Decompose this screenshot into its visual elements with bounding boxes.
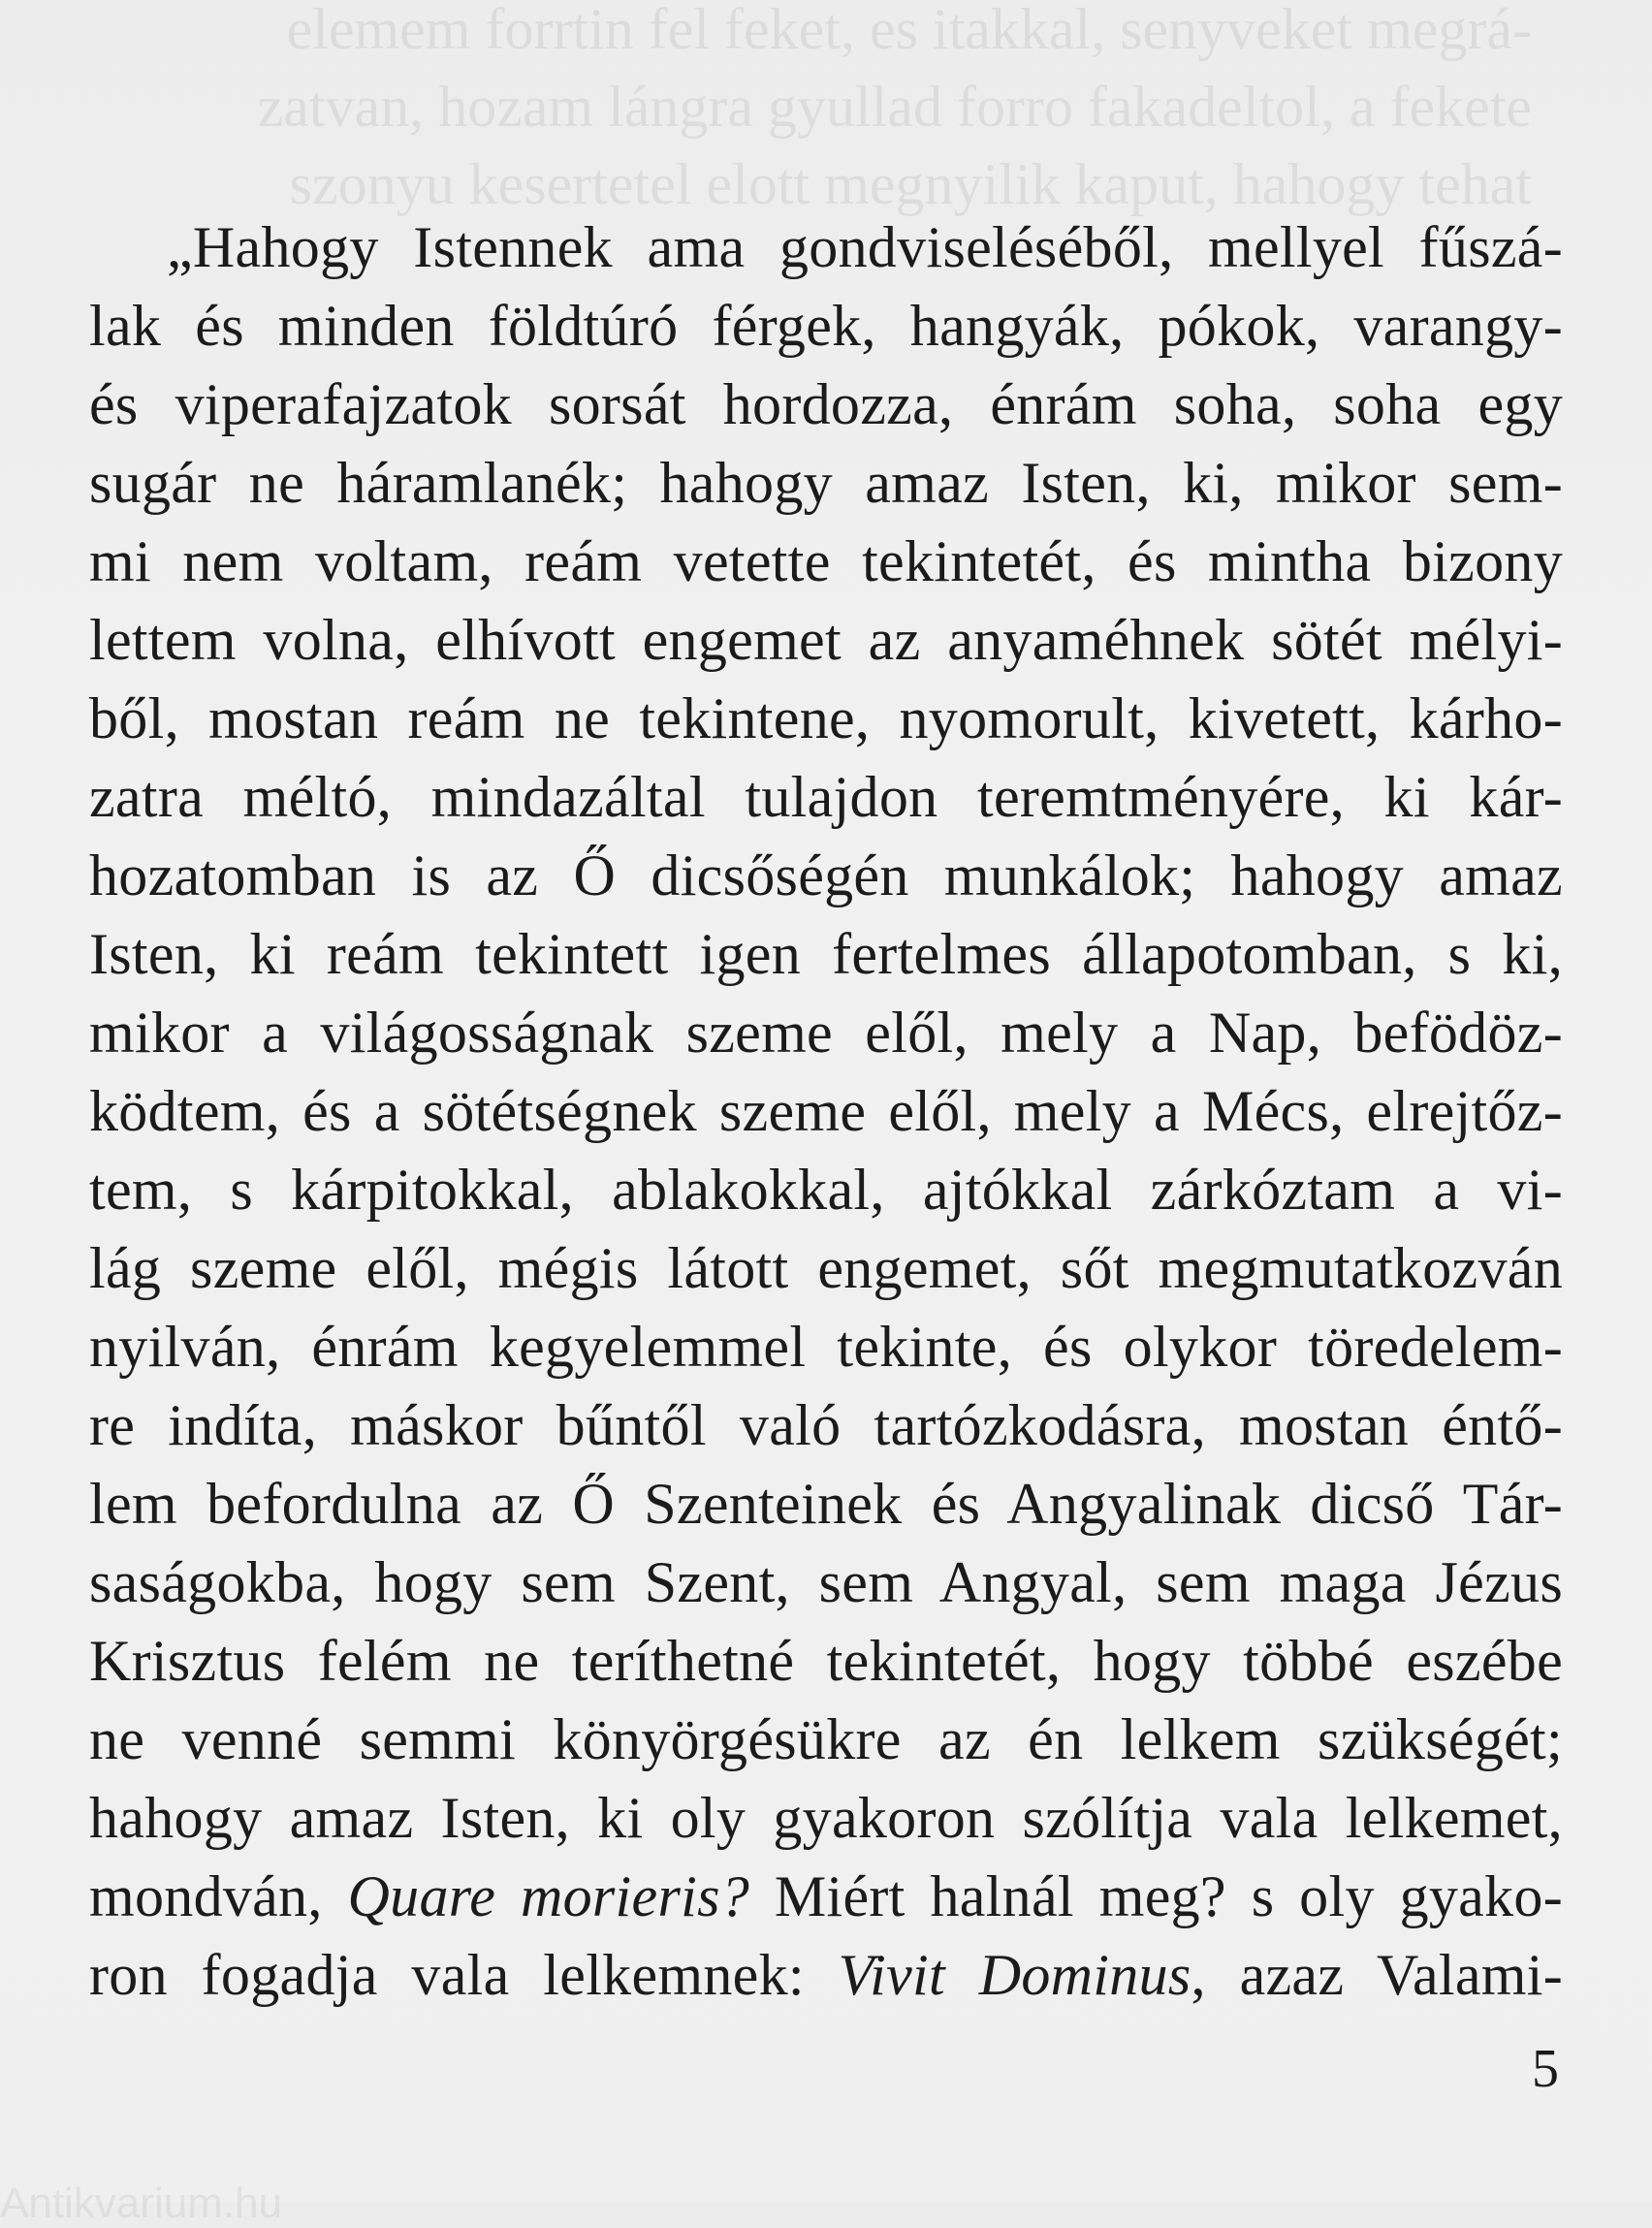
text-line: re indíta, máskor bűntől való tartózkodásra, mostan éntő- xyxy=(89,1393,1563,1457)
text-line: lem befordulna az Ő Szenteinek és Angyalinak dicső Tár- xyxy=(89,1472,1563,1536)
text-line: ne venné semmi könyörgésükre az én lelkem szükségét; xyxy=(89,1707,1563,1771)
text-line: lak és minden földtúró férgek, hangyák, pókok, varangy- xyxy=(89,294,1563,358)
text-line: ből, mostan reám ne tekintene, nyomorult, kivetett, kárho- xyxy=(89,686,1563,750)
text-line: Krisztus felém ne teríthetné tekintetét, hogy többé eszébe xyxy=(89,1629,1563,1693)
body-text xyxy=(89,208,1563,2015)
text-line-quare xyxy=(89,1858,1563,1936)
text-line: Isten, ki reám tekintett igen fertelmes állapotomban, s ki, xyxy=(89,922,1563,986)
text-line-vivit xyxy=(89,1936,1563,2015)
text-line: hahogy amaz Isten, ki oly gyakoron szólítja vala lelkemet, xyxy=(89,1786,1563,1850)
text-span: mondván, xyxy=(89,1864,348,1928)
text-line: hozatomban is az Ő dicsőségén munkálok; hahogy amaz xyxy=(89,843,1563,907)
text-line: lettem volna, elhívott engemet az anyaméhnek sötét mélyi- xyxy=(89,608,1563,672)
text-line: ködtem, és a sötétségnek szeme elől, mely a Mécs, elrejtőz- xyxy=(89,1079,1563,1143)
text-line: nyilván, énrám kegyelemmel tekinte, és olykor töredelem- xyxy=(89,1315,1563,1379)
page-number: 5 xyxy=(1532,2039,1559,2099)
watermark: Antikvarium.hu xyxy=(0,2180,283,2227)
text-span: ron fogadja vala lelkemnek: xyxy=(89,1943,839,2007)
text-line: mi nem voltam, reám vetette tekintetét, és mintha bizony xyxy=(89,529,1563,593)
bleed-through-text xyxy=(136,0,1532,223)
text-line: saságokba, hogy sem Szent, sem Angyal, sem maga Jézus xyxy=(89,1550,1563,1614)
bleed-through-line: elemem forrtin fel feket, es itakkal, senyveket megrá- xyxy=(286,0,1532,61)
text-line: mikor a világosságnak szeme elől, mely a Nap, befödöz- xyxy=(89,1001,1563,1065)
text-line: „Hahogy Istennek ama gondviseléséből, mellyel fűszá- xyxy=(167,215,1563,279)
text-line: zatra méltó, mindazáltal tulajdon teremtményére, ki kár- xyxy=(89,765,1563,829)
bleed-through-line: szonyu kesertetel elott megnyilik kaput, hahogy tehat xyxy=(289,152,1532,216)
text-line: sugár ne háramlanék; hahogy amaz Isten, ki, mikor sem- xyxy=(89,451,1563,515)
text-line: lág szeme elől, mégis látott engemet, sőt megmutatkozván xyxy=(89,1236,1563,1300)
text-span: , azaz Valami- xyxy=(1191,1943,1563,2007)
italic-latin-phrase: Vivit Dominus xyxy=(838,1943,1191,2007)
italic-latin-phrase: Quare morieris? xyxy=(347,1864,750,1928)
text-line: és viperafajzatok sorsát hordozza, énrám soha, soha egy xyxy=(89,372,1563,436)
text-span: Miért halnál meg? s oly gyako- xyxy=(749,1864,1563,1928)
text-line: tem, s kárpitokkal, ablakokkal, ajtókkal zárkóztam a vi- xyxy=(89,1158,1563,1222)
bleed-through-line: zatvan, hozam lángra gyullad forro fakadeltol, a fekete xyxy=(257,75,1532,139)
